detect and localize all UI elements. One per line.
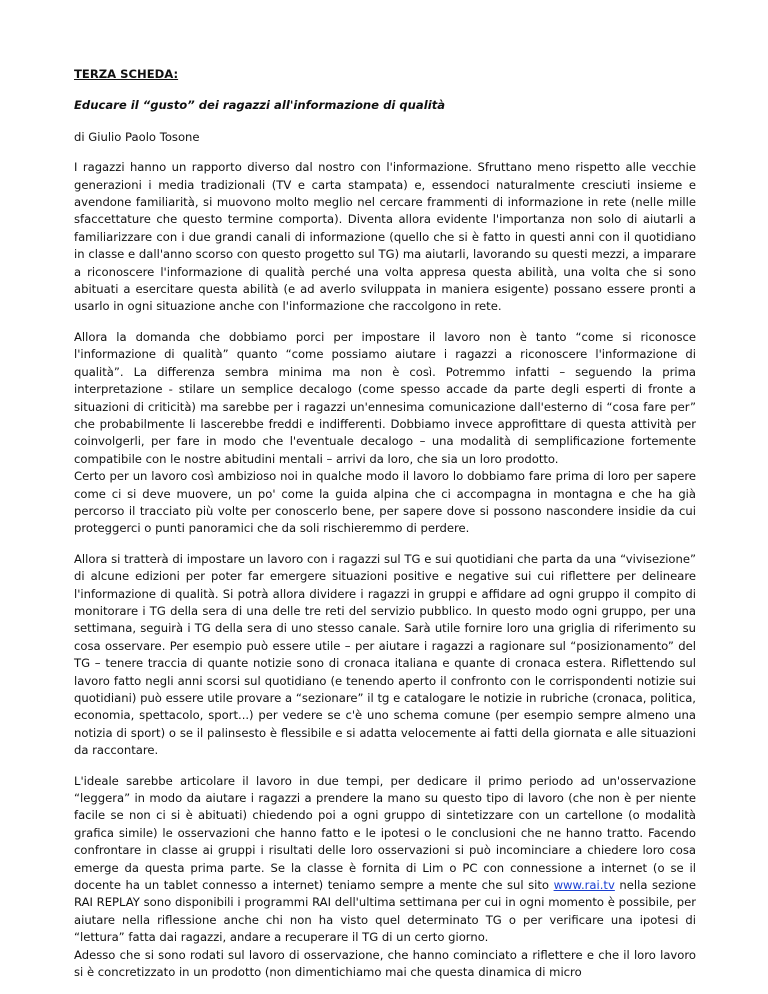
document-author: di Giulio Paolo Tosone bbox=[74, 129, 200, 144]
paragraph: Adesso che si sono rodati sul lavoro di osservazione, che hanno cominciato a riflettere e che il loro lavoro si è concretizzato in un prodotto (non dimentichiamo mai che questa dinamica di micro bbox=[74, 947, 696, 980]
paragraph-text: nella sezione RAI REPLAY sono disponibili i programmi RAI dell'ultima settimana per cui in ogni momento è possibile, per aiutare nella riflessione anche chi non ha visto quel determinato TG o per verificare una ipotesi di “lettura” fatta dai ragazzi, andare a recuperare il TG di un certo giorno. bbox=[74, 878, 697, 945]
paragraph-with-link bbox=[74, 773, 696, 947]
rai-tv-link[interactable]: www.rai.tv bbox=[553, 878, 615, 893]
paragraph: Allora la domanda che dobbiamo porci per impostare il lavoro non è tanto “come si riconosce l'informazione di qualità” quanto “come possiamo aiutare i ragazzi a riconoscere l'informazione di qualità”. La differenza sembra minima ma non è così. Potremmo infatti – seguendo la prima interpretazione - stilare un semplice decalogo (come spesso accade da parte degli esperti di fronte a situazioni di criticità) ma sarebbe per i ragazzi un'ennesima comunicazione dall'esterno di “cosa fare per” che probabilmente li lascerebbe freddi e indifferenti. Dobbiamo invece approfittare di questa attività per coinvolgerli, per fare in modo che l'eventuale decalogo – una modalità di semplificazione fortemente compatibile con le nostre abitudini mentali – arrivi da loro, che sia un loro prodotto. bbox=[74, 329, 696, 466]
document-subtitle: Educare il “gusto” dei ragazzi all'informazione di qualità bbox=[74, 98, 446, 113]
paragraph: Certo per un lavoro così ambizioso noi in qualche modo il lavoro lo dobbiamo fare prima di loro per sapere come ci si deve muovere, un po' come la guida alpina che ci accompagna in montagna e che ha già percorso il tracciato più volte per conoscerlo bene, per sapere dove si possono nascondere insidie da cui proteggerci o punti panoramici che da soli rischieremmo di perdere. bbox=[74, 469, 696, 536]
paragraph: Allora si tratterà di impostare un lavoro con i ragazzi sul TG e sui quotidiani che parta da una “vivisezione” di alcune edizioni per poter far emergere situazioni positive e negative sui cui riflettere per delineare l'informazione di qualità. Si potrà allora dividere i ragazzi in gruppi e affidare ad ogni gruppo il compito di monitorare i TG della sera di una delle tre reti del servizio pubblico. In questo modo ogni gruppo, per una settimana, seguirà i TG della sera di uno stesso canale. Sarà utile fornire loro una griglia di riferimento su cosa osservare. Per esempio può essere utile – per aiutare i ragazzi a ragionare sul “posizionamento” del TG – tenere traccia di quante notizie sono di cronaca italiana e quante di cronaca estera. Riflettendo sul lavoro fatto negli anni scorsi sul quotidiano (e tenendo aperto il confronto con le corrispondenti notizie sui quotidiani) può essere utile provare a “sezionare” il tg e catalogare le notizie in rubriche (cronaca, politica, economia, spettacolo, sport...) per vedere se c'è uno schema comune (per esempio sempre almeno una notizia di sport) o se il palinsesto è flessibile e si adatta velocemente ai fatti della giornata e alle situazioni da raccontare. bbox=[74, 551, 696, 758]
paragraph: I ragazzi hanno un rapporto diverso dal nostro con l'informazione. Sfruttano meno rispetto alle vecchie generazioni i media tradizionali (TV e carta stampata) e, essendoci naturalmente cresciuti insieme e avendone familiarità, si muovono molto meglio nel cercare frammenti di informazione in rete (nelle mille sfaccettature che questo termine comporta). Diventa allora evidente l'importanza non solo di aiutarli a familiarizzare con i due grandi canali di informazione (quello che si è fatto in questi anni con il quotidiano in classe e dall'anno scorso con questo progetto sul TG) ma aiutarli, lavorando su questi mezzi, a imparare a riconoscere l'informazione di qualità perché una volta appresa questa abilità, una volta che si sono abituati a esercitare questa abilità (e ad averlo sviluppata in maniera esigente) possano essere pronti a usarlo in ogni situazione anche con l'informazione che raccolgono in rete. bbox=[74, 160, 696, 314]
document-heading: TERZA SCHEDA: bbox=[74, 67, 179, 81]
paragraph-text: L'ideale sarebbe articolare il lavoro in due tempi, per dedicare il primo periodo ad un'osservazione “leggera” in modo da aiutare i ragazzi a prendere la mano su questo tipo di lavoro (che non è per niente facile se non ci si è abituati) chiedendo poi a ogni gruppo di sintetizzare con un cartellone (o modalità grafica simile) le osservazioni che hanno fatto e le ipotesi o le conclusioni che ne hanno tratto. Facendo confrontare in classe ai gruppi i risultati delle loro osservazioni si può incominciare a chiedere loro cosa emerge da questa prima parte. Se la classe è fornita di Lim o PC con connessione a internet (o se il docente ha un tablet connesso a internet) teniamo sempre a mente che sul sito bbox=[74, 773, 696, 893]
document-page bbox=[74, 56, 696, 982]
